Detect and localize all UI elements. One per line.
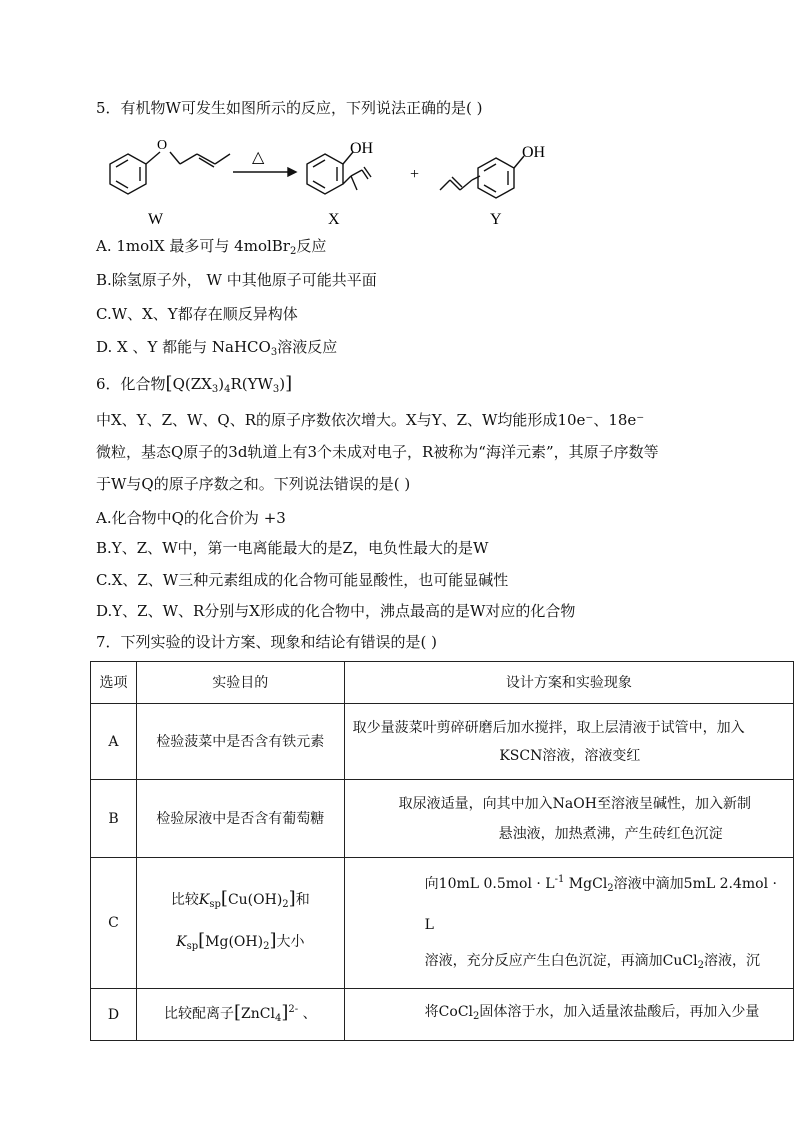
table-row: B 检验尿液中是否含有葡萄糖 取尿液适量，向其中加入NaOH至溶液呈碱性，加入新制 悬浊液，加热煮沸，产生砖红色沉淀 — [91, 780, 794, 858]
q6-stem: 6．化合物$[Q(ZX_3)_4R(YW_3)]$ — [96, 373, 293, 395]
table-row: A 检验菠菜中是否含有铁元素 取少量菠菜叶剪碎研磨后加水搅拌，取上层清液于试管中，加入 KSCN溶液，溶液变红 — [91, 704, 794, 780]
q6-line3: 于W与Q的原子序数之和。下列说法错误的是( ) — [96, 475, 411, 493]
heat-symbol: △ — [252, 149, 265, 166]
svg-text:OH: OH — [350, 140, 374, 157]
svg-text:O: O — [157, 138, 168, 153]
q5-option-b: B.除氢原子外， W 中其他原子可能共平面 — [96, 271, 377, 289]
reaction-scheme — [100, 132, 560, 230]
q6-option-b: B.Y、Z、W中，第一电离能最大的是Z，电负性最大的是W — [96, 539, 489, 557]
q7-stem: 7．下列实验的设计方案、现象和结论有错误的是( ) — [96, 633, 438, 651]
q6-line1: 中X、Y、Z、W、Q、R的原子序数依次增大。X与Y、Z、W均能形成10e⁻、18e⁻ — [96, 411, 645, 429]
svg-text:+: + — [410, 166, 420, 183]
header-option: 选项 — [91, 662, 137, 704]
q5-option-c: C.W、X、Y都存在顺反异构体 — [96, 305, 298, 323]
header-goal: 实验目的 — [136, 662, 344, 704]
experiment-table — [90, 661, 794, 1041]
q6-option-a: A.化合物中Q的化合价为 +3 — [96, 509, 286, 527]
q5-stem: 5．有机物W可发生如图所示的反应，下列说法正确的是( ) — [96, 99, 483, 117]
table-row: C 比较$K_{sp}[Cu(OH)_2]$和 $K_{sp}[Mg(OH)_2]$大小 向10mL $0.5mol \cdot L^{-1}$ MgCl$_2$溶液中滴加5mL 2.4mol · L 溶液，充分反应产生白色沉淀，再滴加CuCl$_2$溶液，沉 — [91, 858, 794, 989]
table-header-row — [91, 662, 794, 704]
header-plan: 设计方案和实验现象 — [344, 662, 793, 704]
q5-option-a: A. 1molX 最多可与 4molBr$_2$反应 — [96, 237, 327, 257]
label-x: X — [328, 211, 340, 228]
label-w: W — [148, 211, 164, 228]
q6-option-c: C.X、Z、W三种元素组成的化合物可能显酸性，也可能显碱性 — [96, 571, 509, 589]
label-y: Y — [490, 211, 502, 228]
q6-line2: 微粒，基态Q原子的3d轨道上有3个未成对电子，R被称为“海洋元素”，其原子序数等 — [96, 443, 659, 461]
svg-text:OH: OH — [522, 144, 546, 161]
table-row: D 比较配离子[ZnCl$_4$]$^{2-}$ 、 将CoCl$_2$固体溶于水，加入适量浓盐酸后，再加入少量 — [91, 989, 794, 1041]
q6-option-d: D.Y、Z、W、R分别与X形成的化合物中，沸点最高的是W对应的化合物 — [96, 602, 576, 620]
q5-option-d: D. X 、Y 都能与 NaHCO$_3$溶液反应 — [96, 338, 338, 358]
